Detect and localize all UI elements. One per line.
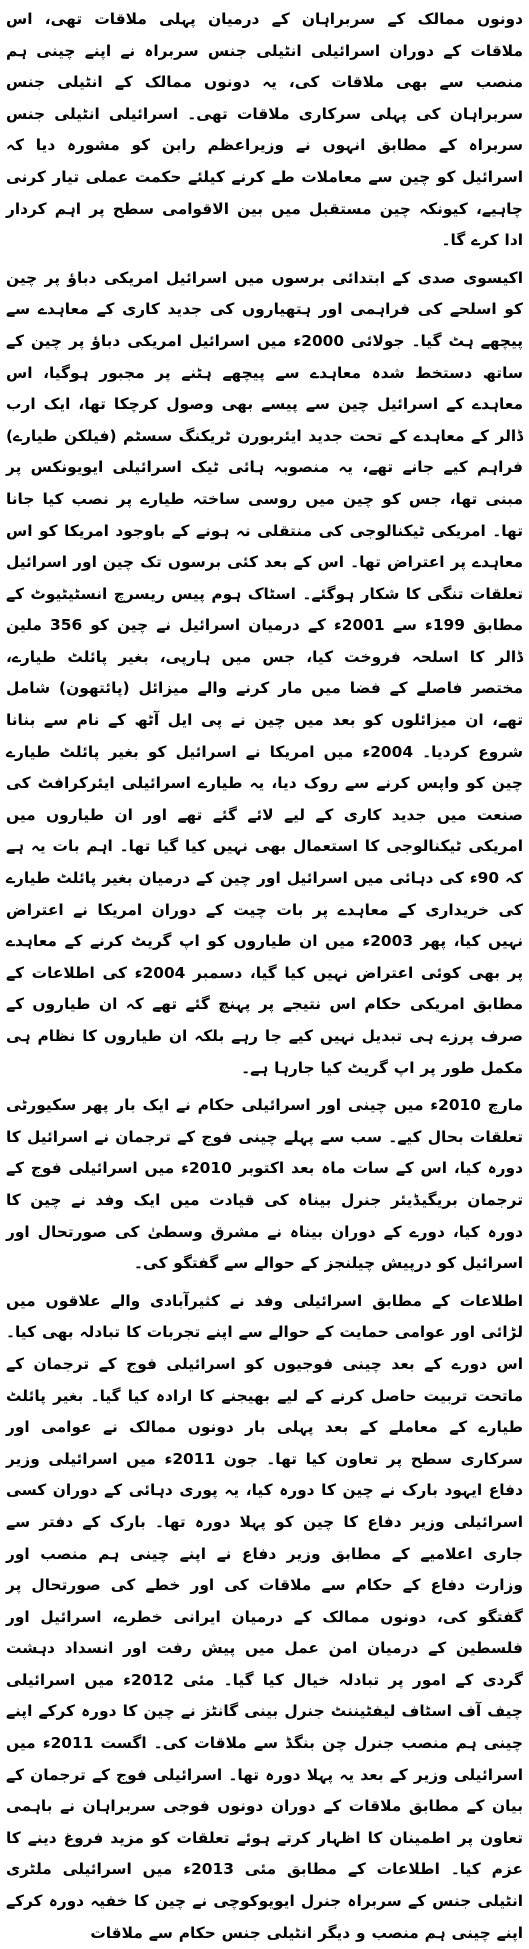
article-paragraph-3: مارچ 2010ء میں چینی اور اسرائیلی حکام نے ایک بار پھر سکیورٹی تعلقات بحال کیے۔ سب سے پہلے چینی فوج کے ترجمان نے اسرائیل کا دورہ کیا، اس کے سات ماہ بعد اکتوبر 2010ء میں اسرائیلی فوج کے ترجمان بریگیڈیئر جنرل بیناہ کی قیادت میں ایک وفد نے چین کا دورہ کیا، دورے کے دوران بیناہ نے مشرق وسطیٰ کی صورتحال اور اسرائیل کو درپیش چیلنجز کے حوالے سے گفتگو کی۔	[6, 1096, 523, 1273]
article-paragraph-1: دونوں ممالک کے سربراہان کے درمیان پہلی ملاقات تھی، اس ملاقات کے دوران اسرائیلی انٹیلی جنس سربراہ نے اپنے چینی ہم منصب سے بھی ملاقات کی، یہ دونوں ممالک کے انٹیلی جنس سربراہان کی پہلی سرکاری ملاقات تھی۔ اسرائیلی انٹیلی جنس سربراہ کے مطابق انہوں نے وزیراعظم رابن کو مشورہ دیا کہ اسرائیل کو چین سے معاملات طے کرنے کیلئے حکمت عملی تیار کرنی چاہیے، کیونکہ چین مستقبل میں بین الاقوامی سطح پر اہم کردار ادا کرے گا۔	[6, 10, 523, 250]
article-paragraph-4: اطلاعات کے مطابق اسرائیلی وفد نے کثیرآبادی والے علاقوں میں لڑائی اور عوامی حمایت کے حوالے سے اپنے تجربات کا تبادلہ بھی کیا۔ اس دورے کے بعد چینی فوجیوں کو اسرائیلی فوج کے ترجمان کے ماتحت تربیت حاصل کرنے کے لیے بھیجنے کا ارادہ کیا گیا۔ بغیر پائلٹ طیارے کے معاملے کے بعد پہلی بار دونوں ممالک نے عوامی اور سرکاری سطح پر تعاون کیا تھا۔ جون 2011ء میں اسرائیلی وزیر دفاع ایہود بارک نے چین کا دورہ کیا، یہ پوری دہائی کے دوران کسی اسرائیلی وزیر دفاع کا چین کو پہلا دورہ تھا۔ بارک کے دفتر سے جاری اعلامیے کے مطابق وزیر دفاع نے اپنے چینی ہم منصب اور وزارت دفاع کے حکام سے ملاقات کی اور خطے کی صورتحال پر گفتگو کی، دونوں ممالک کے درمیان ایرانی خطرے، اسرائیل اور فلسطین کے درمیان امن عمل میں پیش رفت اور انسداد دہشت گردی کے امور پر تبادلہ خیال کیا گیا۔ مئی 2012ء میں اسرائیلی چیف آف اسٹاف لیفٹیننٹ جنرل بینی گانٹز نے چین کا دورہ کرکے اپنے چینی ہم منصب جنرل چن بنگڈ سے ملاقات کی۔ اگست 2011ء میں اسرائیلی وزیر کے بعد یہ پہلا دورہ تھا۔ اسرائیلی فوج کے ترجمان کے بیان کے مطابق ملاقات کے دوران دونوں فوجی سربراہان نے باہمی تعاون پر اطمینان کا اظہار کرتے ہوئے تعلقات کو مزید فروغ دینے کا عزم کیا۔ اطلاعات کے مطابق مئی 2013ء میں اسرائیلی ملٹری انٹیلی جنس کے سربراہ جنرل ایویوکوچی نے چین کا خفیہ دورہ کرکے اپنے چینی ہم منصب و دیگر انٹیلی جنس حکام سے ملاقات	[6, 1291, 524, 1942]
article-paragraph-2: اکیسوی صدی کے ابتدائی برسوں میں اسرائیل امریکی دباؤ پر چین کو اسلحے کی فراہمی اور ہتھیاروں کی جدید کاری کے معاہدے سے پیچھے ہٹ گیا۔ جولائی 2000ء میں اسرائیل امریکی دباؤ پر چین کے ساتھ دستخط شدہ معاہدے سے پیچھے ہٹنے پر مجبور ہوگیا، اس معاہدے کے اسرائیل چین سے پیسے بھی وصول کرچکا تھا، ایک ارب ڈالر کے معاہدے کے تحت جدید ایئربورن ٹریکنگ سسٹم (فیلکن طیارے) فراہم کیے جانے تھے، یہ منصوبہ ہائی ٹیک اسرائیلی ایویونکس پر مبنی تھا، جس کو چین میں روسی ساختہ طیارے پر نصب کیا جانا تھا۔ امریکی ٹیکنالوجی کی منتقلی نہ ہونے کے باوجود امریکا کو اس معاہدے پر اعتراض تھا۔ اس کے بعد کئی برسوں تک چین اور اسرائیل تعلقات تنگی کا شکار ہوگئے۔ اسٹاک ہوم پیس ریسرچ انسٹیٹیوٹ کے مطابق 199ء سے 2001ء کے درمیان اسرائیل نے چین کو 356 ملین ڈالر کا اسلحہ فروخت کیا، جس میں ہارپی، بغیر پائلٹ طیارے، مختصر فاصلے کے فضا میں مار کرنے والے میزائل (پائتھون) شامل تھے، ان میزائلوں کو بعد میں چین نے پی ایل آٹھ کے نام سے بنانا شروع کردیا۔ 2004ء میں امریکا نے اسرائیل کو بغیر پائلٹ طیارے چین کو واپس کرنے سے روک دیا، یہ طیارے اسرائیلی ایئرکرافٹ کی صنعت میں جدید کاری کے لیے لائے گئے تھے اور ان طیاروں میں امریکی ٹیکنالوجی کا استعمال بھی نہیں کیا گیا تھا۔ اہم بات یہ ہے کہ 90ء کی دہائی میں اسرائیل اور چین کے درمیان بغیر پائلٹ طیارے کی خریداری کے معاہدے پر بات چیت کے دوران امریکا نے اعتراض نہیں کیا، پھر 2003ء میں ان طیاروں کو اپ گریٹ کرنے کے معاہدے پر بھی کوئی اعتراض نہیں کیا گیا، دسمبر 2004ء کی اطلاعات کے مطابق امریکی حکام اس نتیجے پر پہنچ گئے تھے کہ ان طیاروں کے صرف پرزے ہی تبدیل نہیں کیے جا رہے بلکہ ان طیاروں کا نظام ہی مکمل طور پر اپ گریٹ کیا جارہا ہے۔	[6, 268, 524, 1077]
